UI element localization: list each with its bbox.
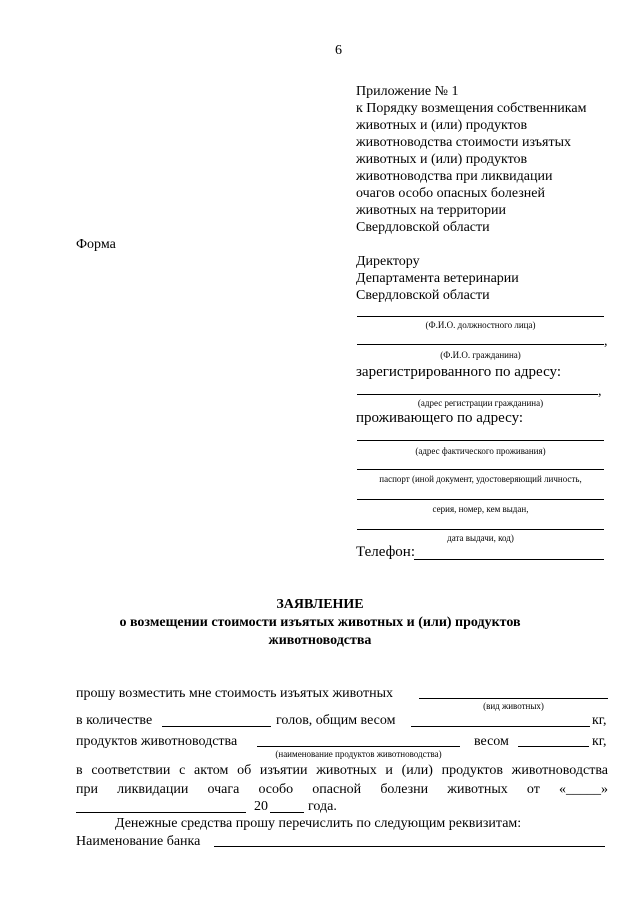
products-label: продуктов животноводства (76, 734, 238, 749)
bank-name-field[interactable] (214, 846, 605, 847)
compensation-request-text: прошу возместить мне стоимость изъятых животных (76, 686, 393, 701)
act-text-line: в соответствии с актом об изъятии животных и (или) продуктов животноводства (76, 763, 608, 778)
residing-label: проживающего по адресу: (356, 410, 524, 426)
registered-label: зарегистрированного по адресу: (356, 364, 561, 380)
addressee-line: Департамента ветеринарии (356, 271, 519, 286)
addressee-line: Директору (356, 254, 420, 269)
quantity-label: в количестве (76, 713, 153, 728)
official-name-caption: (Ф.И.О. должностного лица) (425, 320, 536, 330)
appendix-line: животноводства при ликвидации (356, 169, 553, 184)
appendix-line: Свердловской области (356, 220, 490, 235)
products-name-field[interactable] (257, 746, 460, 747)
quantity-field[interactable] (162, 726, 271, 727)
bank-name-label: Наименование банка (76, 834, 201, 849)
form-label: Форма (76, 237, 116, 252)
page-number: 6 (335, 43, 342, 58)
appendix-line: животных на территории (356, 203, 506, 218)
actual-address-caption: (адрес фактического проживания) (415, 446, 546, 456)
funds-transfer-text: Денежные средства прошу перечислить по следующим реквизитам: (115, 816, 522, 831)
act-text-line: при ликвидации очага особо опасной болезни животных от «_____» (76, 782, 608, 797)
products-weight-field[interactable] (518, 746, 589, 747)
citizen-name-caption: (Ф.И.О. гражданина) (440, 350, 521, 360)
total-weight-field[interactable] (411, 726, 590, 727)
series-field[interactable] (357, 499, 604, 500)
statement-subtitle: о возмещении стоимости изъятых животных и (или) продуктов (119, 615, 521, 630)
series-caption: серия, номер, кем выдан, (432, 504, 529, 514)
appendix-line: животных и (или) продуктов (356, 152, 528, 167)
registration-address-field[interactable] (357, 394, 598, 395)
statement-title: ЗАЯВЛЕНИЕ (276, 597, 364, 612)
appendix-block (356, 83, 586, 236)
appendix-line: животноводства стоимости изъятых (356, 135, 571, 150)
products-name-caption: (наименование продуктов животноводства) (275, 749, 442, 759)
citizen-name-field[interactable] (357, 344, 604, 345)
year-prefix: 20 (254, 799, 268, 814)
appendix-line: животных и (или) продуктов (356, 118, 528, 133)
statement-subtitle: животноводства (268, 633, 372, 648)
appendix-line: очагов особо опасных болезней (356, 186, 545, 201)
issue-date-caption: дата выдачи, код) (447, 533, 514, 543)
addressee-block (356, 253, 519, 304)
heads-weight-label: голов, общим весом (276, 713, 396, 728)
kg-unit: кг, (592, 713, 607, 728)
act-month-field[interactable] (76, 812, 246, 813)
registration-address-caption: (адрес регистрации гражданина) (417, 398, 544, 408)
comma: , (604, 334, 608, 349)
phone-label: Телефон: (356, 544, 415, 560)
passport-field[interactable] (357, 469, 604, 470)
official-name-field[interactable] (357, 316, 604, 317)
addressee-line: Свердловской области (356, 288, 490, 303)
actual-address-field[interactable] (357, 440, 604, 441)
issue-date-field[interactable] (357, 529, 604, 530)
phone-field[interactable] (414, 559, 604, 560)
comma: , (598, 384, 602, 399)
kg-unit: кг, (592, 734, 607, 749)
act-year-field[interactable] (270, 812, 304, 813)
year-label: года. (308, 799, 337, 814)
appendix-line: к Порядку возмещения собственникам (356, 101, 587, 116)
appendix-line: Приложение № 1 (356, 84, 459, 99)
passport-caption: паспорт (иной документ, удостоверяющий личность, (379, 474, 582, 484)
animal-type-field[interactable] (419, 698, 608, 699)
animal-type-caption: (вид животных) (483, 701, 544, 711)
products-weight-label: весом (474, 734, 509, 749)
